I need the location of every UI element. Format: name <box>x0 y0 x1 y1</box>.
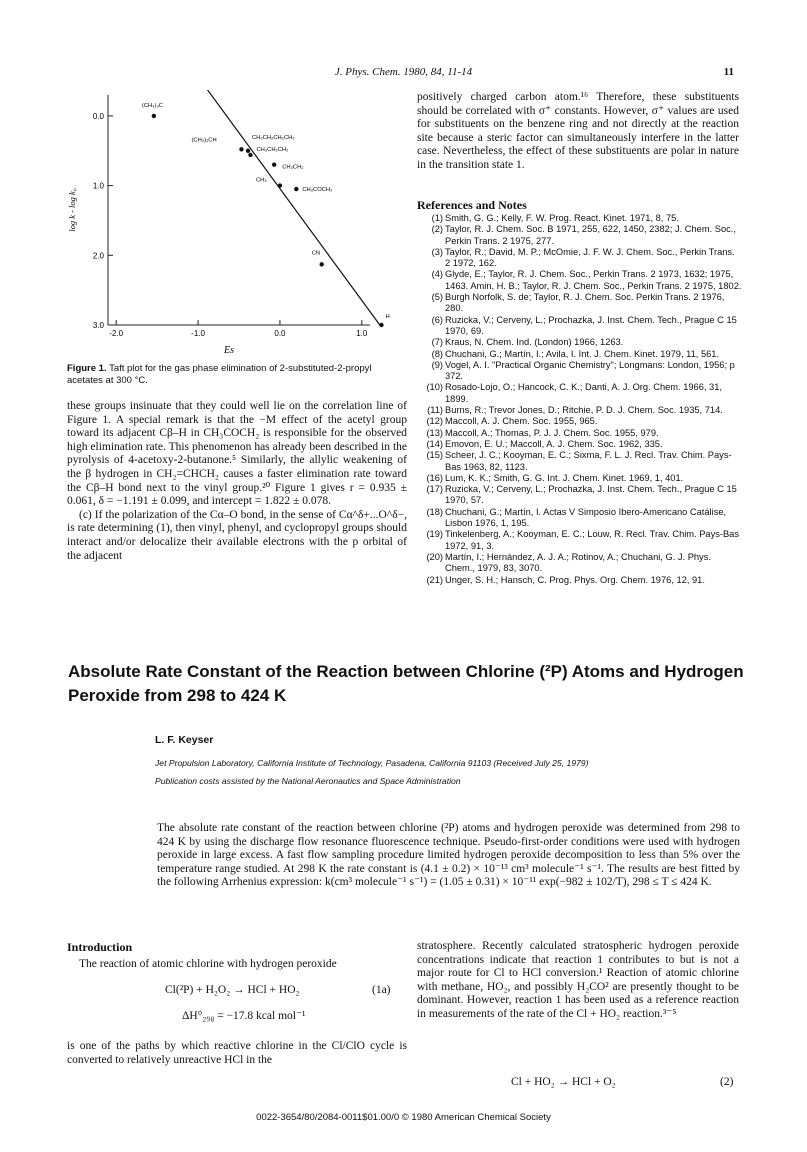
reference-number: (21) <box>426 574 443 585</box>
reference-text: Chuchani, G.; Martín, I.; Avila, I. Int. J. Chem. Kinet. 1979, 11, 561. <box>445 348 720 359</box>
reference-item <box>417 292 742 315</box>
reference-item <box>417 439 742 450</box>
reference-number: (17) <box>426 484 443 495</box>
y-tick-label: 2.0 <box>92 251 104 261</box>
data-point <box>379 323 383 327</box>
reference-item <box>417 575 742 586</box>
reference-text: Burgh Norfolk, S. de; Taylor, R. J. Chem. Soc. Perkin Trans. 2 1976, 280. <box>445 292 725 314</box>
reference-number: (9) <box>431 359 443 370</box>
data-point <box>152 114 156 118</box>
reference-item <box>417 213 742 224</box>
reference-item <box>417 360 742 383</box>
reference-text: Kraus, N. Chem. Ind. (London) 1966, 1263. <box>445 337 624 348</box>
reference-item <box>417 507 742 530</box>
reference-number: (13) <box>426 427 443 438</box>
data-point <box>319 262 323 266</box>
reference-number: (12) <box>426 416 443 427</box>
reference-number: (14) <box>426 438 443 449</box>
reference-text: Chuchani, G.; Martín, I. Actas V Simposio Ibero-Americano Catálise, Lisbon 1976, 1, 195. <box>445 506 727 529</box>
equation-1a-number: (1a) <box>372 984 391 996</box>
references-list <box>417 213 742 586</box>
equation-2-number: (2) <box>720 1076 734 1088</box>
y-tick-label: 0.0 <box>92 111 104 121</box>
right-column-text: positively charged carbon atom.¹⁶ Therefore, these substituents should be correlated with σ⁺ constants. However, σ⁺ values are used for substituents on the benzene ring and not directly at the reaction site because a steric factor can simultaneously interfere in the latter case. Nevertheless, the effect of these substituents are polar in nature in the transition state 1. <box>417 91 739 171</box>
x-tick-label: -1.0 <box>191 329 205 338</box>
reference-number: (7) <box>431 337 443 348</box>
point-label: CH₃CH₂CH₂CH₂ <box>252 134 295 141</box>
reference-text: Martín, I.; Hernández, A. J. A.; Rotinov, A.; Chuchani, G. J. Phys. Chem., 1979, 83, 3070. <box>445 551 711 574</box>
data-point <box>246 149 250 153</box>
y-axis-label: log k - log k₀ <box>67 188 77 232</box>
point-label: H <box>385 314 390 320</box>
paragraph: (c) If the polarization of the Cα–O bond, in the sense of Cα^δ+...O^δ−, is rate determining (1), then vinyl, phenyl, and cyclopropyl groups should interact and/or delocalize their available electrons with the p orbital of the adjacent <box>67 508 407 562</box>
abstract: The absolute rate constant of the reaction between chlorine (²P) atoms and hydrogen peroxide was determined from 298 to 424 K by using the discharge flow resonance fluorescence technique. Pseudo-first-order conditions were used with hydrogen peroxide in large excess. A fast flow sampling procedure limited hydrogen peroxide decomposition to less than 5% over the temperature range studied. At 298 K the rate constant is (4.1 ± 0.2) × 10⁻¹³ cm³ molecule⁻¹ s⁻¹. The results are best fitted by the following Arrhenius expression: k(cm³ molecule⁻¹ s⁻¹) = (1.05 ± 0.31) × 10⁻¹¹ exp(−982 ± 102/T), 298 ≤ T ≤ 424 K. <box>157 822 740 889</box>
article-title: Absolute Rate Constant of the Reaction between Chlorine (²P) Atoms and Hydrogen Peroxide from 298 to 424 K <box>68 662 744 705</box>
reference-item <box>417 224 742 247</box>
reference-text: Scheer, J. C.; Kooyman, E. C.; Sixma, F. L. J. Recl. Trav. Chim. Pays-Bas 1963, 82, 1123. <box>445 450 732 472</box>
reference-item <box>417 405 742 416</box>
references-heading: References and Notes <box>417 198 527 212</box>
intro-heading: Introduction <box>67 940 133 954</box>
journal-citation: J. Phys. Chem. 1980, 84, 11-14 <box>334 66 473 78</box>
page-footer: 0022-3654/80/2084-0011$01.00/0 © 1980 American Chemical Society <box>256 1112 551 1123</box>
reference-text: Unger, S. H.; Hansch, C. Prog. Phys. Org. Chem. 1976, 12, 91. <box>445 574 705 585</box>
left-column-text <box>67 400 407 563</box>
reference-text: Lum, K. K.; Smith, G. G. Int. J. Chem. Kinet. 1969, 1, 401. <box>445 472 684 483</box>
reference-number: (16) <box>426 472 443 483</box>
reference-text: Maccoll, A.; Thomas, P. J. J. Chem. Soc. 1955, 979. <box>445 427 659 438</box>
point-label: CH₃COCH₂ <box>302 187 333 194</box>
reference-number: (6) <box>431 314 443 325</box>
reference-text: Maccoll, A. J. Chem. Soc. 1955, 965. <box>445 416 598 427</box>
reference-text: Rosado-Lojo, O.; Hancock, C. K.; Danti, A. J. Org. Chem. 1966, 31, 1899. <box>445 382 722 404</box>
x-tick-label: 1.0 <box>356 329 368 338</box>
reference-number: (1) <box>431 213 443 223</box>
equation-1a: Cl(²P) + H₂O₂ → HCl + HO₂ <box>165 984 300 996</box>
reference-item <box>417 473 742 484</box>
figure-caption <box>67 363 397 387</box>
y-tick-label: 1.0 <box>92 181 104 191</box>
reference-number: (19) <box>426 529 443 540</box>
x-axis-label: Es <box>224 345 234 356</box>
reference-text: Ruzicka, V.; Cerveny, L.; Prochazka, J. Inst. Chem. Tech., Prague C 15 1970, 69. <box>445 314 737 336</box>
reference-item <box>417 552 742 575</box>
reference-number: (3) <box>431 246 443 257</box>
page-header <box>0 66 807 82</box>
reference-number: (10) <box>426 382 443 393</box>
x-tick-label: -2.0 <box>109 329 124 338</box>
point-label: (CH₃)₃C <box>141 102 164 109</box>
reference-text: Vogel, A. I. "Practical Organic Chemistry"; Longmans: London, 1956; p 372. <box>445 359 735 382</box>
reference-text: Emovon, E. U.; Maccoll, A. J. Chem. Soc. 1962, 335. <box>445 438 663 449</box>
reference-text: Glyde, E.; Taylor, R. J. Chem. Soc., Perkin Trans. 2 1973, 1632; 1975, 1463. Amin, H. B.; Taylor, R. J. Chem. Soc., Perkin Trans. 2 1975, 1802. <box>445 269 742 291</box>
point-label: CN <box>311 250 321 257</box>
reference-text: Taylor, R. J. Chem. Soc. B 1971, 255, 622, 1450, 2382; J. Chem. Soc., Perkin Trans. 2 1975, 277. <box>445 224 736 246</box>
affiliation: Jet Propulsion Laboratory, California Institute of Technology, Pasadena, California 91103 (Received July 25, 1979) <box>155 758 589 768</box>
reference-item <box>417 349 742 360</box>
page-number: 11 <box>723 66 734 78</box>
reference-item <box>417 416 742 427</box>
reference-item <box>417 269 742 292</box>
reference-item <box>417 315 742 338</box>
intro-paragraph: The reaction of atomic chlorine with hydrogen peroxide <box>79 958 337 970</box>
reference-number: (5) <box>431 292 443 303</box>
point-label: CH₃ <box>255 177 267 184</box>
reference-text: Tinkelenberg, A.; Kooyman, E. C.; Louw, R. Recl. Trav. Chim. Pays-Bas 1972, 91, 3. <box>445 529 739 551</box>
caption-text: Taft plot for the gas phase elimination of 2-substituted-2-propyl acetates at 300 °C. <box>67 363 372 386</box>
taft-plot <box>65 90 395 360</box>
y-tick-label: 3.0 <box>92 321 104 330</box>
reference-number: (2) <box>431 224 443 235</box>
reference-item <box>417 337 742 348</box>
reference-text: Smith, G. G.; Kelly, F. W. Prog. React. Kinet. 1971, 8, 75. <box>445 213 679 223</box>
paragraph: these groups insinuate that they could well lie on the correlation line of Figure 1. A special remark is that the −M effect of the acetyl group toward its adjacent Cβ–H in CH₃COCH₂ is responsible for the observed high elimination rate. This phenomenon has already been described in the pyrolysis of 4-acetoxy-2-butanone.⁵ Similarly, the allylic weakening of the β hydrogen in CH₂=CHCH₂ causes a faster elimination rate toward the Cβ–H bond next to the vinyl group.²⁰ Figure 1 gives r = 0.935 ± 0.061, δ = −1.191 ± 0.099, and intercept = 1.822 ± 0.078. <box>67 400 407 508</box>
intro-paragraph-2: is one of the paths by which reactive chlorine in the Cl/ClO cycle is converted to relatively unreactive HCl in the <box>67 1040 407 1066</box>
author: L. F. Keyser <box>155 734 214 746</box>
reference-item <box>417 382 742 405</box>
reference-number: (8) <box>431 348 443 359</box>
data-point <box>248 153 252 157</box>
reference-text: Burns, R.; Trevor Jones, D.; Ritchie, P. D. J. Chem. Soc. 1935, 714. <box>445 405 723 416</box>
point-label: (CH₃)₂CH <box>191 137 217 144</box>
reference-item <box>417 450 742 473</box>
data-point <box>239 147 243 151</box>
point-label: CH₃CH₂ <box>282 164 304 171</box>
enthalpy: ΔH°₂₉₈ = −17.8 kcal mol⁻¹ <box>182 1010 306 1022</box>
reference-item <box>417 247 742 270</box>
reference-number: (15) <box>426 450 443 461</box>
reference-item <box>417 428 742 439</box>
point-label: CH₃CH₂CH₂ <box>256 146 289 153</box>
data-point <box>272 162 276 166</box>
reference-text: Ruzicka, V.; Cerveny, L.; Prochazka, J. Inst. Chem. Tech., Prague C 15 1970, 57. <box>445 484 737 506</box>
data-point <box>294 187 298 191</box>
x-tick-label: 0.0 <box>274 329 286 338</box>
intro-right-column: stratosphere. Recently calculated stratospheric hydrogen peroxide concentrations indicate that reaction 1 contributes to but is not a major route for Cl to HCl conversion.¹ Reaction of atomic chlorine with methane, HO₂, and possibly H₂CO² are presently thought to be dominant. However, reaction 1 has been used as a reference reaction in measurements of the rate of the Cl + HO₂ reaction.³⁻⁵ <box>417 940 739 1020</box>
figure-1 <box>65 90 395 390</box>
reference-number: (20) <box>426 551 443 562</box>
equation-2: Cl + HO₂ → HCl + O₂ <box>511 1076 616 1088</box>
reference-item <box>417 529 742 552</box>
reference-number: (11) <box>427 405 443 416</box>
publication-costs: Publication costs assisted by the National Aeronautics and Space Administration <box>155 776 461 786</box>
caption-label: Figure 1. <box>67 363 107 374</box>
data-point <box>278 183 282 187</box>
reference-number: (18) <box>426 506 443 517</box>
reference-number: (4) <box>431 269 443 280</box>
regression-line <box>186 90 380 325</box>
reference-text: Taylor, R.; David, M. P.; McOmie, J. F. W. J. Chem. Soc., Perkin Trans. 2 1972, 162. <box>445 246 735 269</box>
reference-item <box>417 484 742 507</box>
